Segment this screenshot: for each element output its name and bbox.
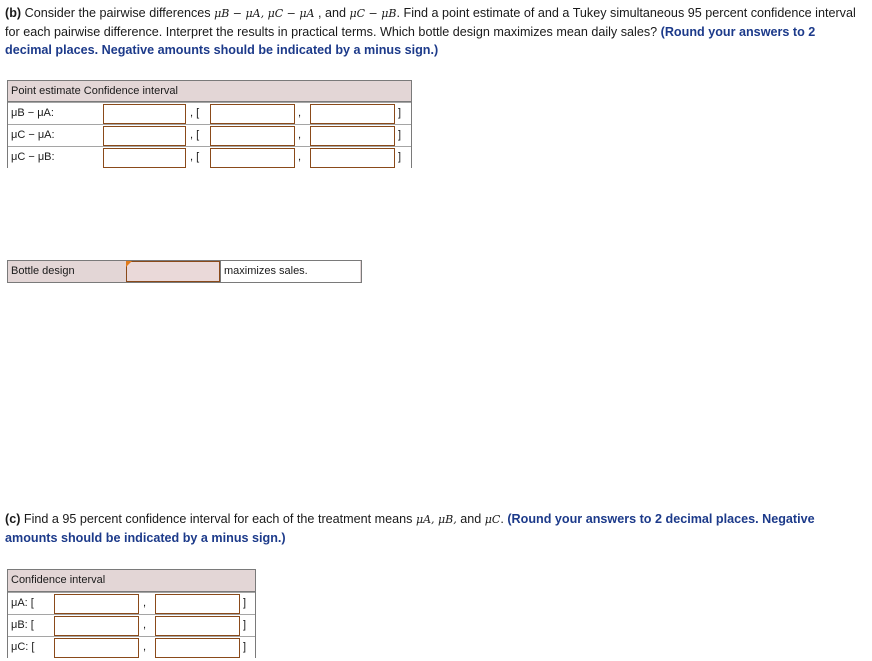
part-b-math-diffs-2: μC − μB [349, 7, 397, 20]
treatment-mean-table [7, 569, 256, 658]
table-header: Point estimate Confidence interval [8, 81, 411, 102]
bottle-design-label: Bottle design [11, 265, 75, 277]
comma: , [143, 641, 147, 653]
comma: , [298, 107, 302, 119]
lower-bound-input-c-b[interactable] [210, 148, 295, 168]
lower-bound-input-b-a[interactable] [210, 104, 295, 124]
part-b-text-3: . Find a point estimate of and a Tukey simultaneous 95 percent confidence interval for each pairwise difference. Interpret the results in practical terms. Which bottle design maximizes mean daily sales? [5, 6, 856, 39]
close-bracket: ] [243, 619, 247, 631]
row-label: μA: [ [11, 597, 34, 609]
part-b-text-1: Consider the pairwise differences [21, 6, 215, 20]
comma: , [143, 619, 147, 631]
close-bracket: ] [398, 151, 402, 163]
table-row [8, 124, 411, 146]
part-b-text-2: , and [314, 6, 350, 20]
close-bracket: ] [398, 129, 402, 141]
table-row [8, 102, 411, 124]
question-part-c [5, 510, 870, 547]
part-c-math-means: μA, μB, [415, 513, 457, 526]
open-bracket: , [ [190, 129, 200, 141]
upper-bound-input-b-a[interactable] [310, 104, 395, 124]
table-row [8, 146, 411, 168]
comma: , [298, 129, 302, 141]
row-label: μC: [ [11, 641, 35, 653]
point-estimate-input-b-a[interactable] [103, 104, 186, 124]
row-label: μB − μA: [11, 107, 54, 119]
comma: , [143, 597, 147, 609]
open-bracket: , [ [190, 107, 200, 119]
lower-bound-input-a[interactable] [54, 594, 139, 614]
part-c-text-1: Find a 95 percent confidence interval for each of the treatment means [20, 512, 416, 526]
close-bracket: ] [398, 107, 402, 119]
bottle-design-row [7, 260, 362, 283]
part-b-math-diffs-1: μB − μA, μC − μA [214, 7, 315, 20]
point-estimate-input-c-a[interactable] [103, 126, 186, 146]
upper-bound-input-c-a[interactable] [310, 126, 395, 146]
lower-bound-input-c[interactable] [54, 638, 139, 658]
close-bracket: ] [243, 597, 247, 609]
part-c-text-2: and [456, 512, 485, 526]
lower-bound-input-b[interactable] [54, 616, 139, 636]
question-part-b [5, 4, 865, 59]
table-row [8, 592, 255, 614]
upper-bound-input-c-b[interactable] [310, 148, 395, 168]
table-row [8, 636, 255, 658]
pairwise-difference-table [7, 80, 412, 168]
part-b-instructions: (Round your answers to 2 decimal places. Negative amounts should be indicated by a minus sign.) [5, 25, 816, 57]
bottle-design-dropdown[interactable] [126, 261, 220, 282]
close-bracket: ] [243, 641, 247, 653]
row-label: μC − μA: [11, 129, 55, 141]
table-row [8, 614, 255, 636]
row-label: μB: [ [11, 619, 34, 631]
comma: , [298, 151, 302, 163]
upper-bound-input-a[interactable] [155, 594, 240, 614]
row-label: μC − μB: [11, 151, 55, 163]
upper-bound-input-b[interactable] [155, 616, 240, 636]
part-c-label: (c) [5, 512, 21, 526]
point-estimate-input-c-b[interactable] [103, 148, 186, 168]
lower-bound-input-c-a[interactable] [210, 126, 295, 146]
part-c-text-3: . [500, 512, 508, 526]
maximizes-sales-text: maximizes sales. [220, 261, 360, 282]
part-b-label: (b) [5, 6, 22, 20]
part-c-math-last: μC [484, 513, 501, 526]
part-c-instructions: (Round your answers to 2 decimal places. Negative amounts should be indicated by a minus sign.) [5, 512, 815, 545]
table-header: Confidence interval [8, 570, 255, 592]
open-bracket: , [ [190, 151, 200, 163]
upper-bound-input-c[interactable] [155, 638, 240, 658]
